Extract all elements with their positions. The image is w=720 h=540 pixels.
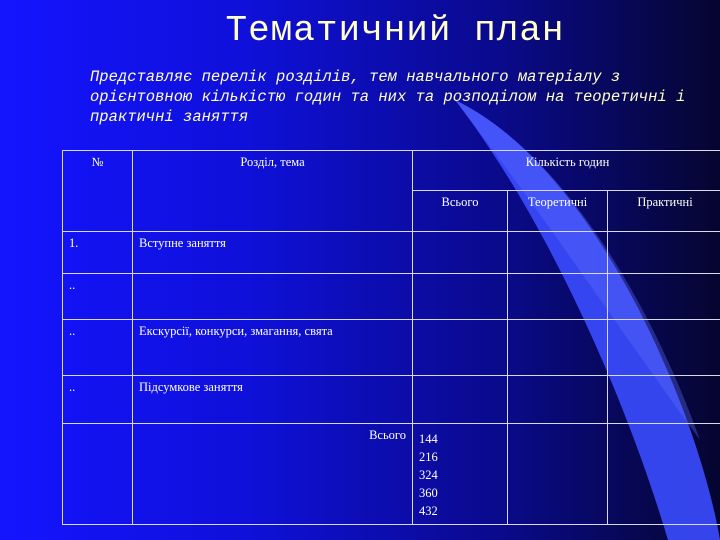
total-value: 216 — [419, 450, 438, 464]
header-hours: Кількість годин — [413, 151, 720, 191]
row-topic: Вступне заняття — [133, 232, 413, 274]
header-section: Розділ, тема — [133, 151, 413, 232]
table-row — [63, 274, 720, 320]
row-number: .. — [63, 320, 133, 376]
row-theory-cell — [508, 232, 608, 274]
table-row — [63, 376, 720, 424]
row-total-cell — [413, 232, 508, 274]
total-row-practice-cell — [608, 424, 720, 525]
row-practice-cell — [608, 376, 720, 424]
total-row-number-cell — [63, 424, 133, 525]
row-number: 1. — [63, 232, 133, 274]
total-row-theory-cell — [508, 424, 608, 525]
row-practice-cell — [608, 274, 720, 320]
row-number: .. — [63, 376, 133, 424]
row-total-cell — [413, 376, 508, 424]
header-practice: Практичні — [608, 191, 720, 232]
header-number: № — [63, 151, 133, 232]
table-row — [63, 320, 720, 376]
total-value: 144 — [419, 432, 438, 446]
table-row — [63, 232, 720, 274]
header-total: Всього — [413, 191, 508, 232]
row-practice-cell — [608, 320, 720, 376]
table-total-row — [63, 424, 720, 525]
total-value: 360 — [419, 486, 438, 500]
row-topic: Екскурсії, конкурси, змагання, свята — [133, 320, 413, 376]
row-topic: Підсумкове заняття — [133, 376, 413, 424]
thematic-plan-table — [62, 150, 720, 525]
total-value: 432 — [419, 504, 438, 518]
row-topic — [133, 274, 413, 320]
row-total-cell — [413, 320, 508, 376]
total-row-label: Всього — [133, 424, 413, 525]
row-total-cell — [413, 274, 508, 320]
slide-subtitle: Представляє перелік розділів, тем навчального матеріалу з орієнтовною кількістю годин та них та розподілом на теоретичні і практичні заняття — [90, 68, 686, 126]
row-number: .. — [63, 274, 133, 320]
slide-title: Тематичний план — [225, 10, 565, 51]
row-practice-cell — [608, 232, 720, 274]
total-value: 324 — [419, 468, 438, 482]
row-theory-cell — [508, 320, 608, 376]
header-theory: Теоретичні — [508, 191, 608, 232]
total-row-values — [413, 424, 508, 525]
row-theory-cell — [508, 376, 608, 424]
table-header-row — [63, 151, 720, 191]
row-theory-cell — [508, 274, 608, 320]
